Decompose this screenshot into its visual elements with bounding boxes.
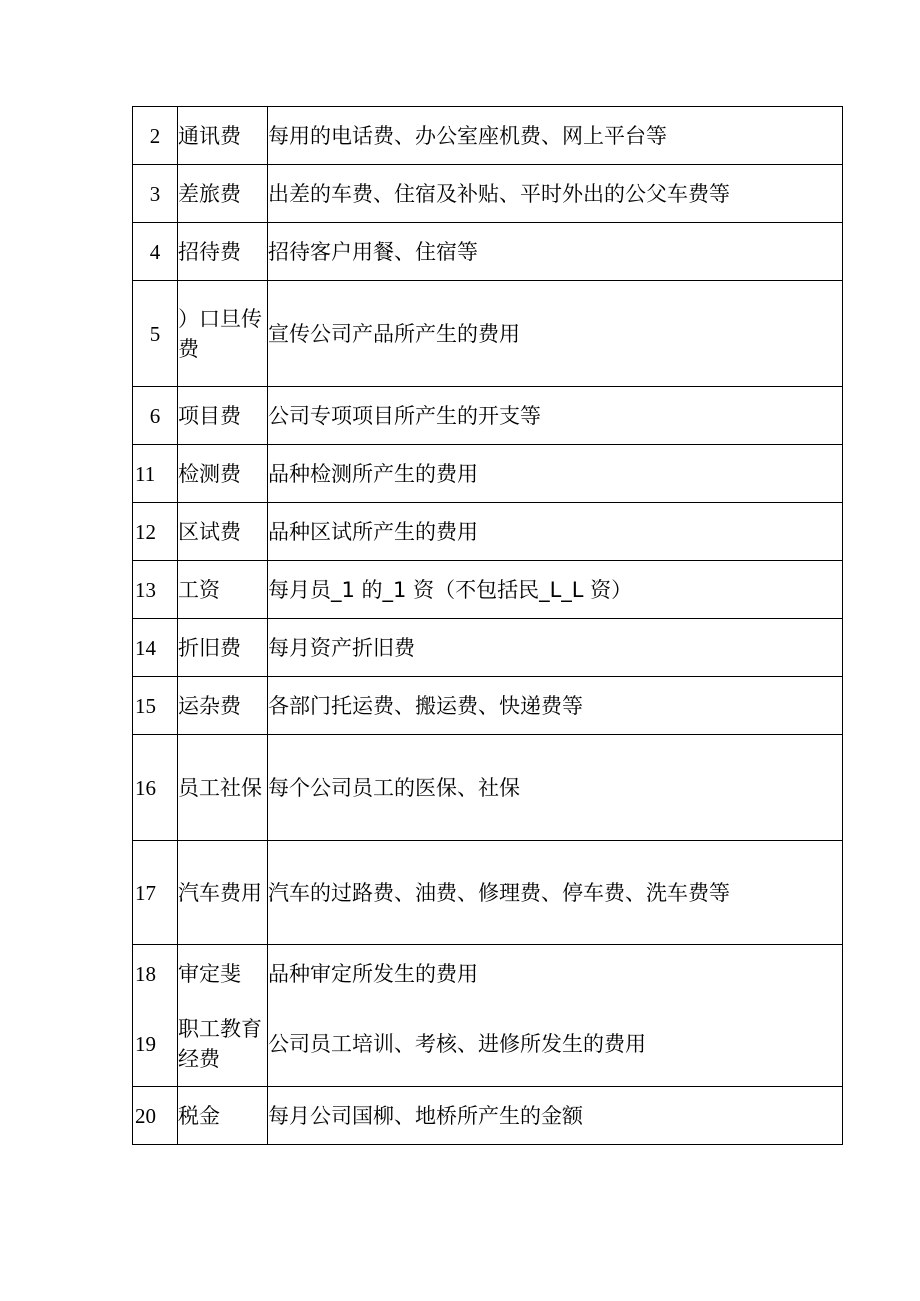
table-row <box>133 503 843 561</box>
expense-name: 折旧费 <box>178 619 268 677</box>
table-row <box>133 735 843 841</box>
expense-name: 工资 <box>178 561 268 619</box>
expense-name: 区试费 <box>178 503 268 561</box>
table-row <box>133 945 843 1003</box>
row-number: 19 <box>133 1002 178 1087</box>
row-number: 15 <box>133 677 178 735</box>
row-number: 6 <box>133 387 178 445</box>
expense-name: 汽车费用 <box>178 841 268 945</box>
table-row <box>133 107 843 165</box>
row-number: 4 <box>133 223 178 281</box>
expense-name: 税金 <box>178 1087 268 1145</box>
expense-description: 公司员工培训、考核、进修所发生的费用 <box>268 1002 843 1087</box>
row-number: 2 <box>133 107 178 165</box>
expense-description: 汽车的过路费、油费、修理费、停车费、洗车费等 <box>268 841 843 945</box>
row-number: 5 <box>133 281 178 387</box>
expense-name: 检测费 <box>178 445 268 503</box>
table-row <box>133 387 843 445</box>
table-row <box>133 619 843 677</box>
table-row <box>133 165 843 223</box>
expense-description: 每用的电话费、办公室座机费、网上平台等 <box>268 107 843 165</box>
expense-name: 项目费 <box>178 387 268 445</box>
expense-name: 职工教育经费 <box>178 1002 268 1087</box>
expense-description: 每月公司国柳、地桥所产生的金额 <box>268 1087 843 1145</box>
table-row <box>133 841 843 945</box>
expense-description: 每月员_1 的_1 资（不包括民_L_L 资） <box>268 561 843 619</box>
expense-name: 差旅费 <box>178 165 268 223</box>
row-number: 14 <box>133 619 178 677</box>
expense-name: 运杂费 <box>178 677 268 735</box>
expense-description: 品种检测所产生的费用 <box>268 445 843 503</box>
expense-description: 招待客户用餐、住宿等 <box>268 223 843 281</box>
row-number: 20 <box>133 1087 178 1145</box>
expense-description: 每个公司员工的医保、社保 <box>268 735 843 841</box>
row-number: 11 <box>133 445 178 503</box>
expense-description: 品种区试所产生的费用 <box>268 503 843 561</box>
expense-description: 品种审定所发生的费用 <box>268 945 843 1003</box>
expense-description: 公司专项项目所产生的开支等 <box>268 387 843 445</box>
table-row <box>133 445 843 503</box>
expense-name: 通讯费 <box>178 107 268 165</box>
expense-name: 审定斐 <box>178 945 268 1003</box>
row-number: 16 <box>133 735 178 841</box>
expense-name: ）口旦传费 <box>178 281 268 387</box>
table-row <box>133 223 843 281</box>
expense-description: 各部门托运费、搬运费、快递费等 <box>268 677 843 735</box>
row-number: 17 <box>133 841 178 945</box>
table-row <box>133 677 843 735</box>
table-row <box>133 1002 843 1087</box>
row-number: 3 <box>133 165 178 223</box>
expense-description: 宣传公司产品所产生的费用 <box>268 281 843 387</box>
row-number: 18 <box>133 945 178 1003</box>
expense-description: 每月资产折旧费 <box>268 619 843 677</box>
expense-category-table <box>132 106 843 1145</box>
row-number: 13 <box>133 561 178 619</box>
expense-description: 出差的车费、住宿及补贴、平时外出的公父车费等 <box>268 165 843 223</box>
table-row <box>133 281 843 387</box>
table-row <box>133 1087 843 1145</box>
row-number: 12 <box>133 503 178 561</box>
table-row <box>133 561 843 619</box>
expense-name: 员工社保 <box>178 735 268 841</box>
expense-name: 招待费 <box>178 223 268 281</box>
